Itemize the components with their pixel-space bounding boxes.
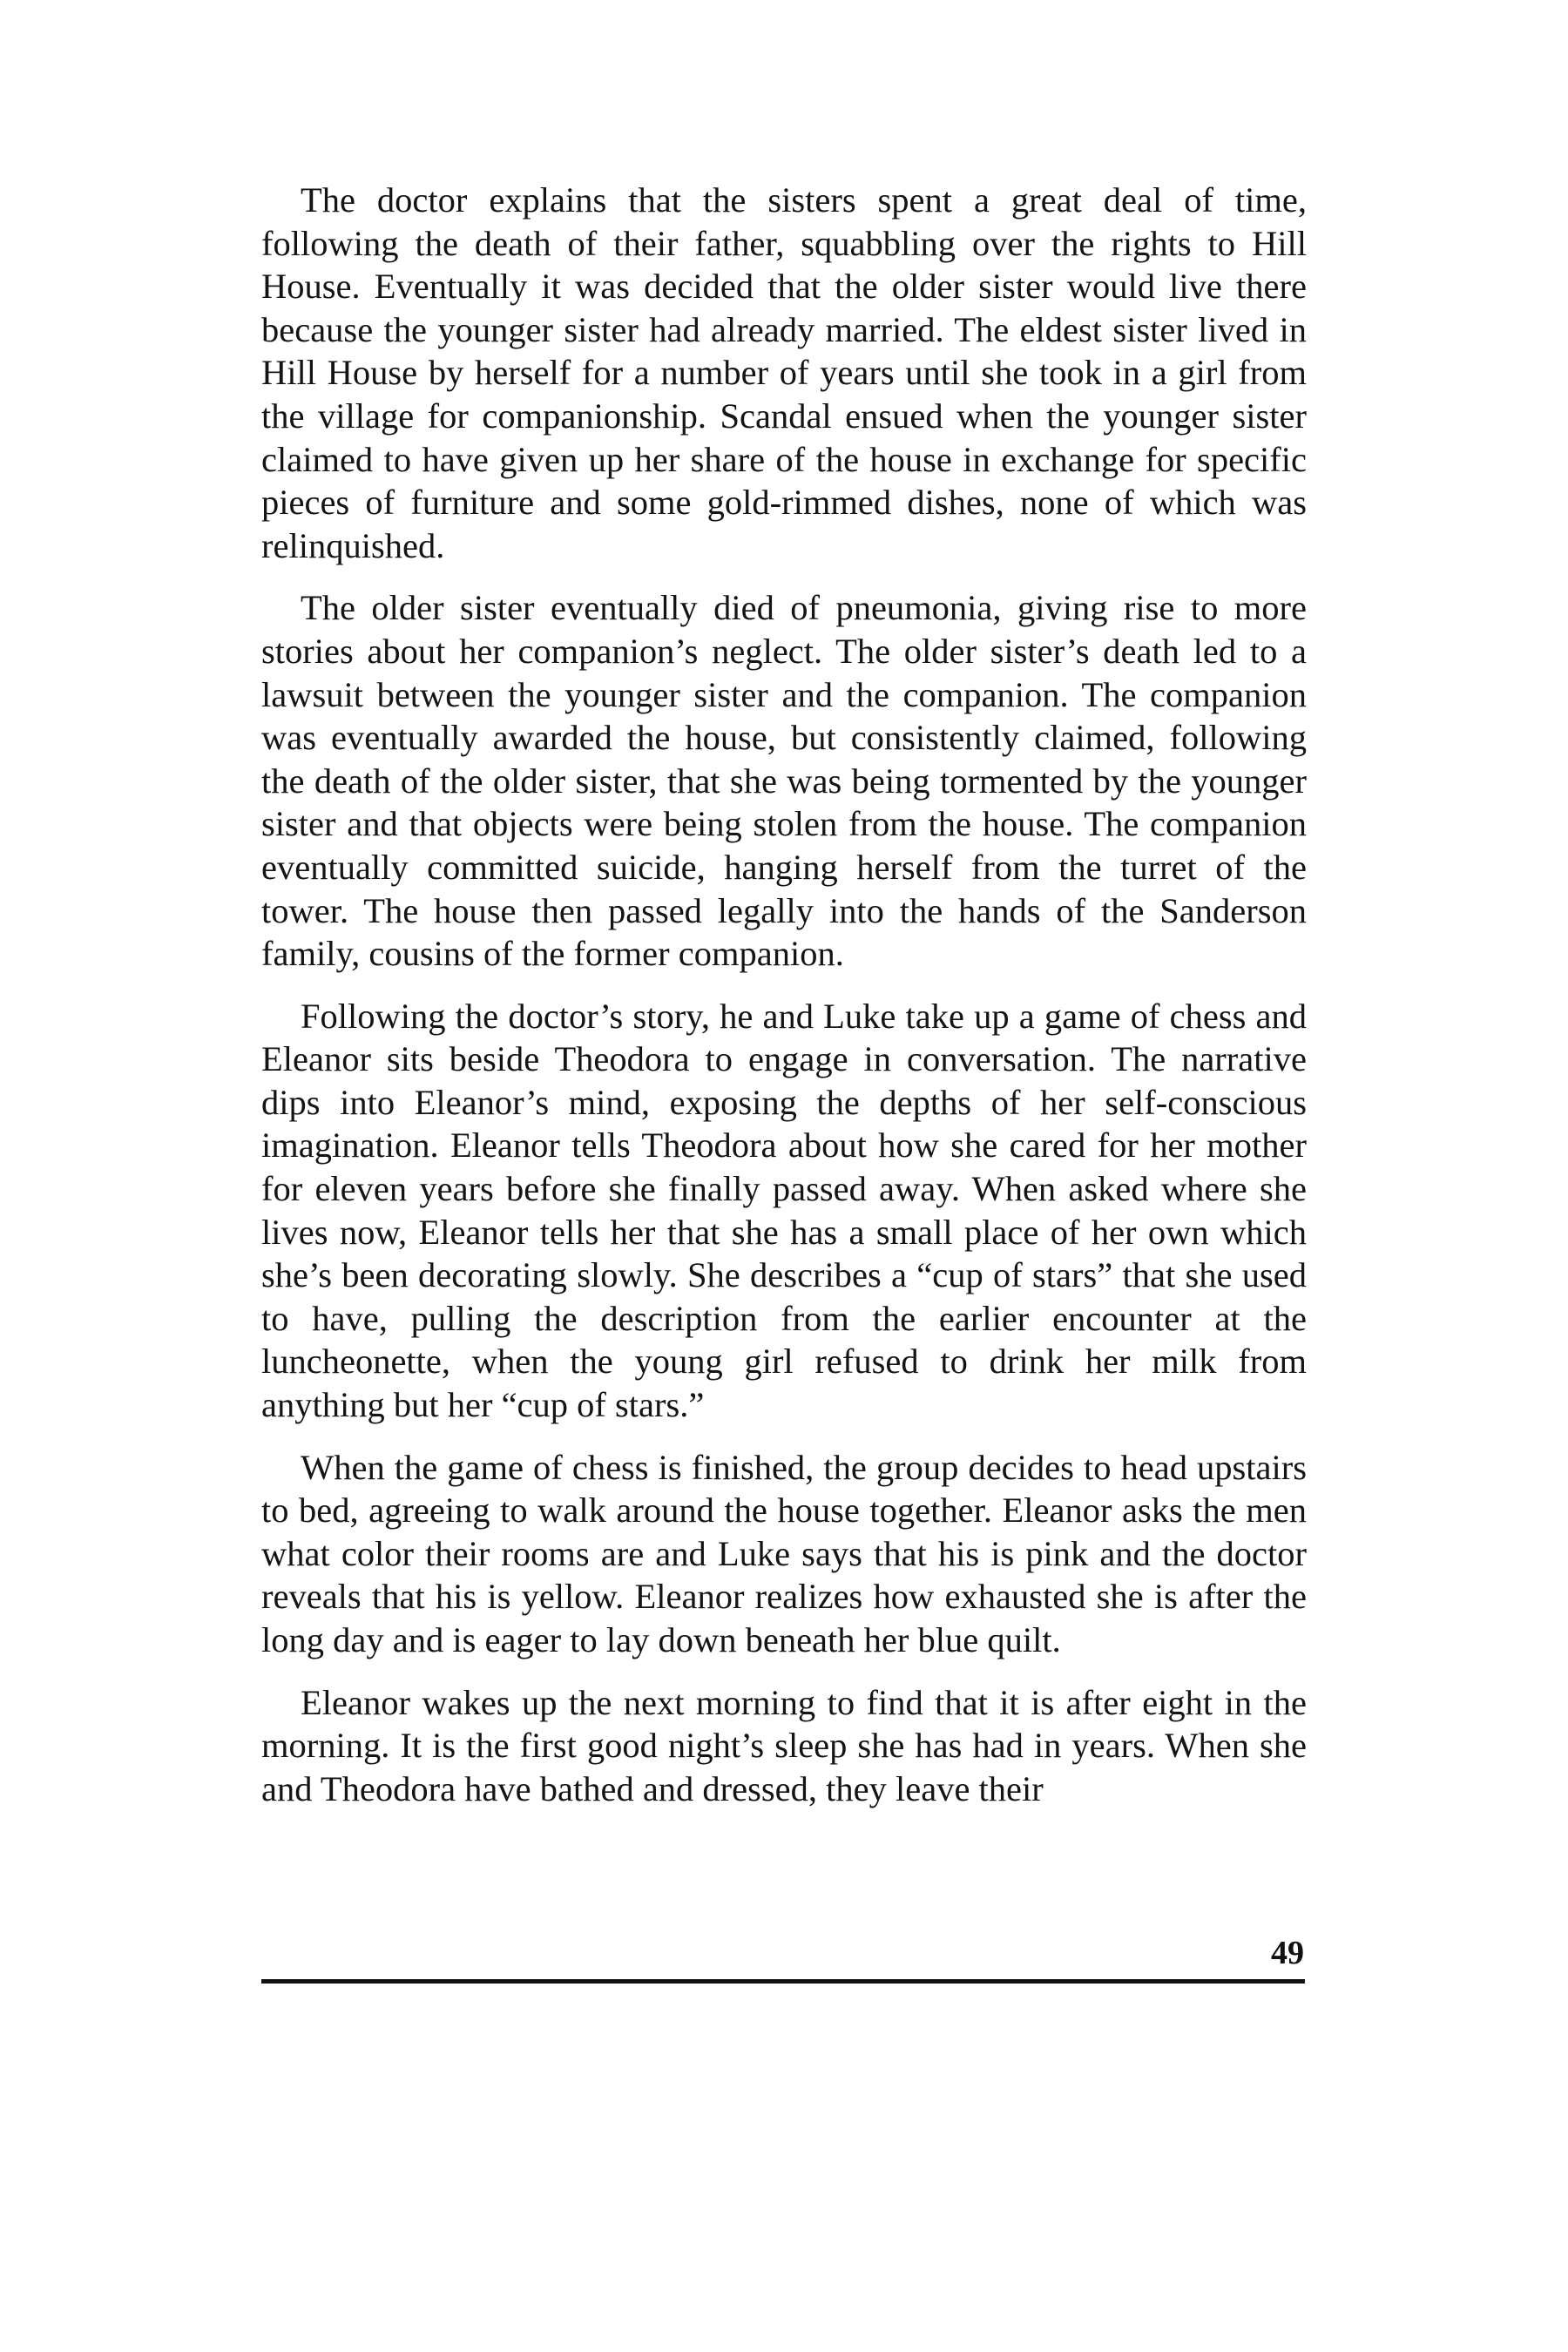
footer-rule <box>261 1979 1305 1984</box>
paragraph-2: The older sister eventually died of pneumonia, giving rise to more stories about her companion’s neglect. The older sister’s death led to a lawsuit between the younger sister and the companion. The companion was eventually awarded the house, but consistently claimed, following the death of the older sister, that she was being tormented by the younger sister and that objects were being stolen from the house. The companion eventually committed suicide, hanging herself from the turret of the tower. The house then passed legally into the hands of the Sanderson family, cousins of the former companion. <box>261 588 1307 974</box>
paragraph-4: When the game of chess is finished, the group decides to head upstairs to bed, agreeing to walk around the house together. Eleanor asks the men what color their rooms are and Luke says that his is pink and the doctor reveals that his is yellow. Eleanor realizes how exhausted she is after the long day and is eager to lay down beneath her blue quilt. <box>261 1447 1307 1659</box>
paragraph-3: Following the doctor’s story, he and Luke take up a game of chess and Eleanor sits beside Theodora to engage in conversation. The narrative dips into Eleanor’s mind, exposing the depths of her self-conscious imagination. Eleanor tells Theodora about how she cared for her mother for eleven years before she finally passed away. When asked where she lives now, Eleanor tells her that she has a small place of her own which she’s been decorating slowly. She describes a “cup of stars” that she used to have, pulling the description from the earlier encounter at the luncheonette, when the young girl refused to drink her milk from anything but her “cup of stars.” <box>261 996 1307 1425</box>
page-number: 49 <box>1271 1935 1304 1971</box>
body-text <box>261 179 1307 1829</box>
paragraph-1: The doctor explains that the sisters spent a great deal of time, following the death of their father, squabbling over the rights to Hill House. Eventually it was decided that the older sister would live there because the younger sister had already married. The eldest sister lived in Hill House by herself for a number of years until she took in a girl from the village for companionship. Scandal ensued when the younger sister claimed to have given up her share of the house in exchange for specific pieces of furniture and some gold-rimmed dishes, none of which was relinquished. <box>261 180 1307 565</box>
paragraph-5: Eleanor wakes up the next morning to find that it is after eight in the morning. It is the first good night’s sleep she has had in years. When she and Theodora have bathed and dressed, they leave their <box>261 1682 1307 1808</box>
